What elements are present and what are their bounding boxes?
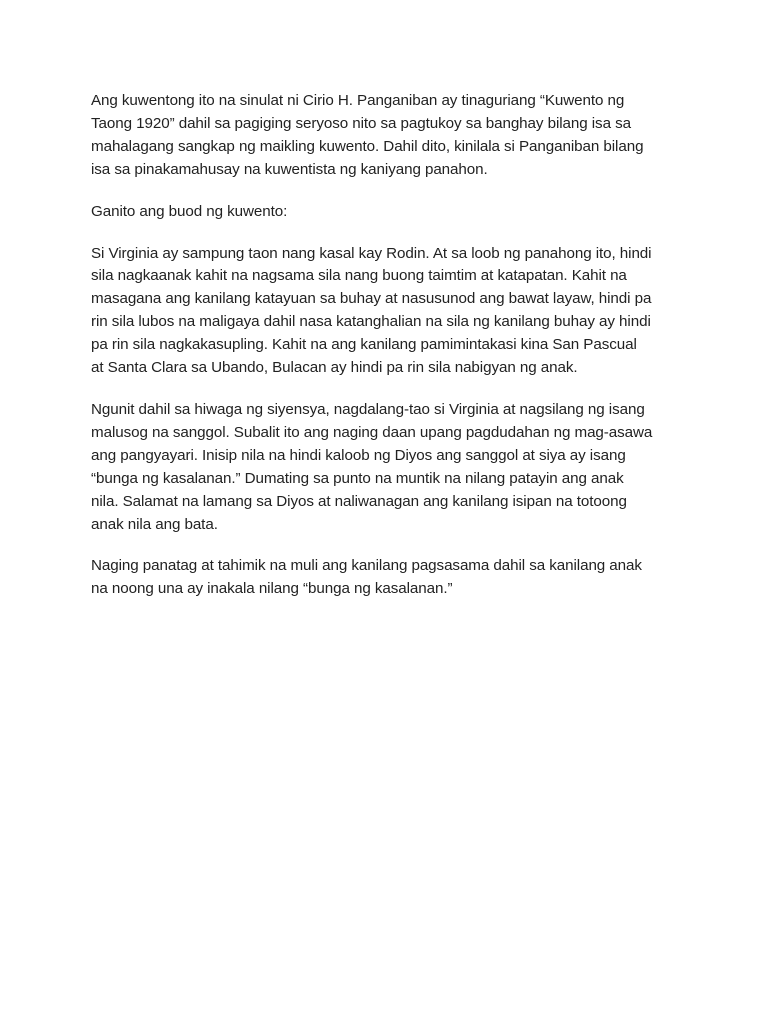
paragraph-conclusion (91, 555, 696, 601)
text-line: malusog na sanggol. Subalit ito ang naging daan upang pagdudahan ng mag-asawa (91, 423, 653, 441)
text-line: na noong una ay inakala nilang “bunga ng kasalanan.” (91, 580, 453, 598)
text-line: nila. Salamat na lamang sa Diyos at naliwanagan ang kanilang isipan na totoong (91, 492, 627, 510)
text-line: masagana ang kanilang katayuan sa buhay at nasusunod ang bawat layaw, hindi pa (91, 290, 652, 308)
text-line: sila nagkaanak kahit na nagsama sila nang buong taimtim at katapatan. Kahit na (91, 267, 627, 285)
text-line: Naging panatag at tahimik na muli ang kanilang pagsasama dahil sa kanilang anak (91, 557, 642, 575)
text-line: Si Virginia ay sampung taon nang kasal kay Rodin. At sa loob ng panahong ito, hindi (91, 244, 652, 262)
text-line: Ganito ang buod ng kuwento: (91, 202, 288, 220)
paragraph-intro (91, 90, 696, 182)
text-line: at Santa Clara sa Ubando, Bulacan ay hindi pa rin sila nabigyan ng anak. (91, 359, 578, 377)
paragraph-story-part-2 (91, 399, 696, 536)
text-line: “bunga ng kasalanan.” Dumating sa punto na muntik na nilang patayin ang anak (91, 469, 624, 487)
text-line: anak nila ang bata. (91, 515, 218, 533)
paragraph-story-part-1 (91, 243, 696, 380)
text-line: Ang kuwentong ito na sinulat ni Cirio H. Panganiban ay tinaguriang “Kuwento ng (91, 92, 625, 109)
text-line: mahalagang sangkap ng maikling kuwento. Dahil dito, kinilala si Panganiban bilang (91, 137, 644, 155)
paragraph-summary-heading (91, 201, 696, 224)
text-line: ang pangyayari. Inisip nila na hindi kaloob ng Diyos ang sanggol at siya ay isang (91, 446, 626, 464)
text-line: isa sa pinakamahusay na kuwentista ng kaniyang panahon. (91, 160, 488, 178)
text-line: Ngunit dahil sa hiwaga ng siyensya, nagdalang-tao si Virginia at nagsilang ng isang (91, 400, 645, 418)
text-line: rin sila lubos na maligaya dahil nasa katanghalian na sila ng kanilang buhay ay hindi (91, 313, 651, 331)
text-line: pa rin sila nagkakasupling. Kahit na ang kanilang pamimintakasi kina San Pascual (91, 336, 637, 354)
text-line: Taong 1920” dahil sa pagiging seryoso nito sa pagtukoy sa banghay bilang isa sa (91, 114, 631, 132)
